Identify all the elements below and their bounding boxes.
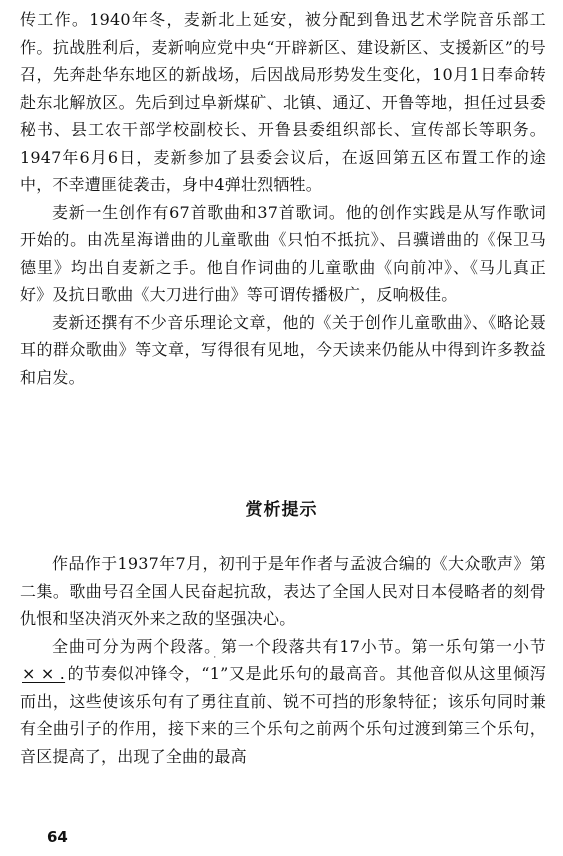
biography-text (20, 6, 546, 391)
analysis-text (20, 550, 546, 770)
high-note-digit: 1 (209, 664, 221, 683)
biography-paragraph-1: 传工作。1940年冬，麦新北上延安，被分配到鲁迅艺术学院音乐部工作。抗战胜利后，麦新响应党中央“开辟新区、建设新区、支援新区”的号召，先奔赴华东地区的新战场，后因战局形势发生变化，10月1日奉命转赴东北解放区。先后到过阜新煤矿、北镇、通辽、开鲁等地，担任过县委秘书、县工农干部学校副校长、开鲁县委组织部长、宣传部长等职务。1947年6月6日，麦新参加了县委会议后，在返回第五区布置工作的途中，不幸遭匪徒袭击，身中4弹壮烈牺牲。 (20, 10, 546, 194)
page-number: 64 (47, 828, 68, 846)
analysis-text-after: ”又是此乐句的最高音。其他音似从这里倾泻而出，这些使该乐句有了勇往直前、锐不可挡的形象特征；该乐句同时兼有全曲引子的作用，接下来的三个乐句之前两个乐句过渡到第三个乐句，音区提高了，出现了全曲的最高 (20, 664, 547, 766)
analysis-paragraph-2 (20, 633, 546, 771)
biography-paragraph-3: 麦新还撰有不少音乐理论文章，他的《关于创作儿童歌曲》、《略论聂耳的群众歌曲》等文章，写得很有见地，今天读来仍能从中得到许多教益和启发。 (20, 312, 546, 387)
analysis-paragraph-1: 作品作于1937年7月，初刊于是年作者与孟波合编的《大众歌声》第二集。歌曲号召全国人民奋起抗敌，表达了全国人民对日本侵略者的刻骨仇恨和坚决消灭外来之敌的坚强决心。 (20, 554, 546, 628)
high-note-dot: ˙ (212, 656, 218, 667)
section-heading: 赏析提示 (245, 500, 318, 520)
rhythm-notation: × × . (22, 664, 66, 683)
analysis-text-before: 全曲可分为两个段落。第一个段落共有17小节。第一乐句第一小节 (52, 636, 546, 656)
analysis-text-middle: 的节奏似冲锋令，“ (67, 664, 210, 683)
biography-paragraph-2: 麦新一生创作有67首歌曲和37首歌词。他的创作实践是从写作歌词开始的。由冼星海谱曲的儿童歌曲《只怕不抵抗》、吕骥谱曲的《保卫马德里》均出自麦新之手。他自作词曲的儿童歌曲《向前冲》、《马儿真正好》及抗日歌曲《大刀进行曲》等可谓传播极广，反响极佳。 (20, 202, 546, 304)
high-note-symbol (209, 656, 221, 688)
